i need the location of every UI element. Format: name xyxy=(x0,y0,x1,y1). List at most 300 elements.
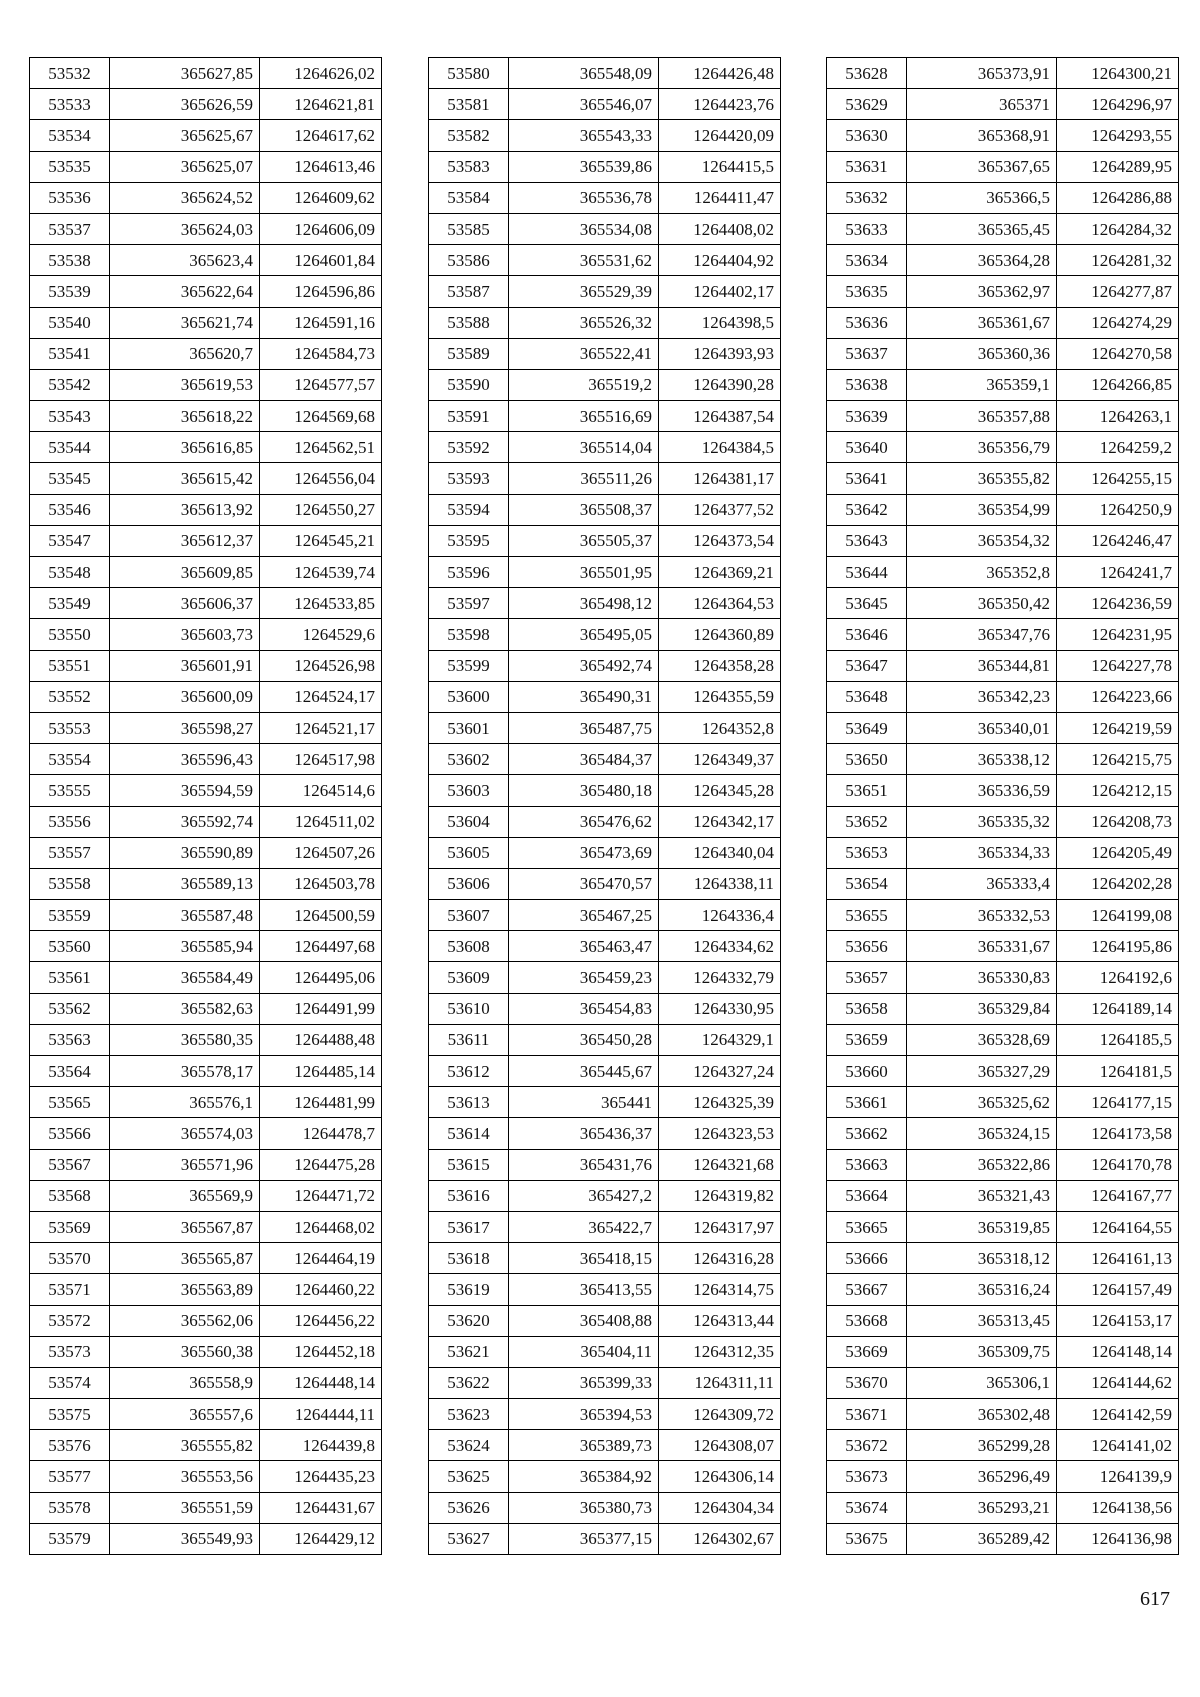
y-coordinate-cell: 1264236,59 xyxy=(1057,588,1179,619)
table-row xyxy=(30,1274,382,1305)
x-coordinate-cell: 365365,45 xyxy=(907,213,1057,244)
point-number-cell: 53631 xyxy=(827,151,907,182)
point-number-cell: 53610 xyxy=(429,993,509,1024)
table-row xyxy=(827,900,1179,931)
y-coordinate-cell: 1264404,92 xyxy=(659,245,781,276)
y-coordinate-cell: 1264323,53 xyxy=(659,1118,781,1149)
point-number-cell: 53599 xyxy=(429,650,509,681)
x-coordinate-cell: 365601,91 xyxy=(110,650,260,681)
x-coordinate-cell: 365306,1 xyxy=(907,1367,1057,1398)
table-row xyxy=(429,151,781,182)
x-coordinate-cell: 365569,9 xyxy=(110,1180,260,1211)
point-number-cell: 53534 xyxy=(30,120,110,151)
y-coordinate-cell: 1264219,59 xyxy=(1057,712,1179,743)
x-coordinate-cell: 365340,01 xyxy=(907,712,1057,743)
x-coordinate-cell: 365373,91 xyxy=(907,58,1057,89)
table-row xyxy=(30,557,382,588)
table-row xyxy=(30,900,382,931)
table-row xyxy=(30,1367,382,1398)
x-coordinate-cell: 365362,97 xyxy=(907,276,1057,307)
y-coordinate-cell: 1264325,39 xyxy=(659,1087,781,1118)
x-coordinate-cell: 365612,37 xyxy=(110,525,260,556)
x-coordinate-cell: 365549,93 xyxy=(110,1523,260,1554)
point-number-cell: 53648 xyxy=(827,681,907,712)
y-coordinate-cell: 1264464,19 xyxy=(260,1243,382,1274)
x-coordinate-cell: 365516,69 xyxy=(509,401,659,432)
y-coordinate-cell: 1264170,78 xyxy=(1057,1149,1179,1180)
table-row xyxy=(30,868,382,899)
point-number-cell: 53542 xyxy=(30,369,110,400)
y-coordinate-cell: 1264293,55 xyxy=(1057,120,1179,151)
table-row xyxy=(827,182,1179,213)
x-coordinate-cell: 365492,74 xyxy=(509,650,659,681)
y-coordinate-cell: 1264524,17 xyxy=(260,681,382,712)
table-row xyxy=(429,619,781,650)
point-number-cell: 53539 xyxy=(30,276,110,307)
x-coordinate-cell: 365560,38 xyxy=(110,1336,260,1367)
y-coordinate-cell: 1264246,47 xyxy=(1057,525,1179,556)
y-coordinate-cell: 1264255,15 xyxy=(1057,463,1179,494)
x-coordinate-cell: 365522,41 xyxy=(509,338,659,369)
table-row xyxy=(827,1492,1179,1523)
point-number-cell: 53568 xyxy=(30,1180,110,1211)
x-coordinate-cell: 365431,76 xyxy=(509,1149,659,1180)
coordinate-table-body xyxy=(30,58,382,1555)
point-number-cell: 53600 xyxy=(429,681,509,712)
x-coordinate-cell: 365332,53 xyxy=(907,900,1057,931)
page-number: 617 xyxy=(1140,1588,1170,1610)
y-coordinate-cell: 1264539,74 xyxy=(260,557,382,588)
table-row xyxy=(30,1430,382,1461)
coordinate-table-body xyxy=(429,58,781,1555)
point-number-cell: 53580 xyxy=(429,58,509,89)
x-coordinate-cell: 365546,07 xyxy=(509,89,659,120)
x-coordinate-cell: 365594,59 xyxy=(110,775,260,806)
point-number-cell: 53532 xyxy=(30,58,110,89)
table-row xyxy=(30,1399,382,1430)
point-number-cell: 53561 xyxy=(30,962,110,993)
table-row xyxy=(827,837,1179,868)
point-number-cell: 53582 xyxy=(429,120,509,151)
point-number-cell: 53570 xyxy=(30,1243,110,1274)
table-row xyxy=(429,89,781,120)
point-number-cell: 53630 xyxy=(827,120,907,151)
table-row xyxy=(429,1523,781,1554)
x-coordinate-cell: 365296,49 xyxy=(907,1461,1057,1492)
x-coordinate-cell: 365567,87 xyxy=(110,1211,260,1242)
table-row xyxy=(429,1180,781,1211)
point-number-cell: 53635 xyxy=(827,276,907,307)
x-coordinate-cell: 365436,37 xyxy=(509,1118,659,1149)
coordinate-table-body xyxy=(827,58,1179,1555)
x-coordinate-cell: 365616,85 xyxy=(110,432,260,463)
x-coordinate-cell: 365330,83 xyxy=(907,962,1057,993)
table-row xyxy=(30,245,382,276)
y-coordinate-cell: 1264195,86 xyxy=(1057,931,1179,962)
point-number-cell: 53614 xyxy=(429,1118,509,1149)
x-coordinate-cell: 365318,12 xyxy=(907,1243,1057,1274)
y-coordinate-cell: 1264274,29 xyxy=(1057,307,1179,338)
x-coordinate-cell: 365422,7 xyxy=(509,1211,659,1242)
point-number-cell: 53579 xyxy=(30,1523,110,1554)
table-row xyxy=(429,993,781,1024)
point-number-cell: 53669 xyxy=(827,1336,907,1367)
x-coordinate-cell: 365501,95 xyxy=(509,557,659,588)
point-number-cell: 53574 xyxy=(30,1367,110,1398)
y-coordinate-cell: 1264448,14 xyxy=(260,1367,382,1398)
table-row xyxy=(429,1461,781,1492)
y-coordinate-cell: 1264312,35 xyxy=(659,1336,781,1367)
x-coordinate-cell: 365364,28 xyxy=(907,245,1057,276)
x-coordinate-cell: 365622,64 xyxy=(110,276,260,307)
y-coordinate-cell: 1264497,68 xyxy=(260,931,382,962)
x-coordinate-cell: 365368,91 xyxy=(907,120,1057,151)
x-coordinate-cell: 365589,13 xyxy=(110,868,260,899)
table-row xyxy=(30,58,382,89)
x-coordinate-cell: 365582,63 xyxy=(110,993,260,1024)
y-coordinate-cell: 1264364,53 xyxy=(659,588,781,619)
point-number-cell: 53533 xyxy=(30,89,110,120)
table-row xyxy=(429,1336,781,1367)
x-coordinate-cell: 365514,04 xyxy=(509,432,659,463)
point-number-cell: 53567 xyxy=(30,1149,110,1180)
point-number-cell: 53552 xyxy=(30,681,110,712)
table-row xyxy=(30,650,382,681)
table-row xyxy=(827,744,1179,775)
x-coordinate-cell: 365325,62 xyxy=(907,1087,1057,1118)
table-row xyxy=(827,1211,1179,1242)
x-coordinate-cell: 365511,26 xyxy=(509,463,659,494)
table-row xyxy=(30,1336,382,1367)
table-row xyxy=(429,463,781,494)
table-row xyxy=(30,806,382,837)
x-coordinate-cell: 365336,59 xyxy=(907,775,1057,806)
table-row xyxy=(827,307,1179,338)
y-coordinate-cell: 1264338,11 xyxy=(659,868,781,899)
y-coordinate-cell: 1264202,28 xyxy=(1057,868,1179,899)
y-coordinate-cell: 1264212,15 xyxy=(1057,775,1179,806)
x-coordinate-cell: 365505,37 xyxy=(509,525,659,556)
x-coordinate-cell: 365334,33 xyxy=(907,837,1057,868)
table-row xyxy=(30,494,382,525)
y-coordinate-cell: 1264596,86 xyxy=(260,276,382,307)
y-coordinate-cell: 1264321,68 xyxy=(659,1149,781,1180)
table-row xyxy=(30,1492,382,1523)
table-row xyxy=(30,151,382,182)
table-row xyxy=(429,432,781,463)
point-number-cell: 53615 xyxy=(429,1149,509,1180)
point-number-cell: 53608 xyxy=(429,931,509,962)
x-coordinate-cell: 365371 xyxy=(907,89,1057,120)
x-coordinate-cell: 365404,11 xyxy=(509,1336,659,1367)
x-coordinate-cell: 365380,73 xyxy=(509,1492,659,1523)
y-coordinate-cell: 1264136,98 xyxy=(1057,1523,1179,1554)
table-row xyxy=(827,525,1179,556)
y-coordinate-cell: 1264148,14 xyxy=(1057,1336,1179,1367)
table-row xyxy=(429,213,781,244)
point-number-cell: 53562 xyxy=(30,993,110,1024)
point-number-cell: 53588 xyxy=(429,307,509,338)
y-coordinate-cell: 1264569,68 xyxy=(260,401,382,432)
y-coordinate-cell: 1264227,78 xyxy=(1057,650,1179,681)
table-row xyxy=(429,744,781,775)
y-coordinate-cell: 1264141,02 xyxy=(1057,1430,1179,1461)
x-coordinate-cell: 365578,17 xyxy=(110,1056,260,1087)
table-row xyxy=(30,744,382,775)
point-number-cell: 53547 xyxy=(30,525,110,556)
point-number-cell: 53548 xyxy=(30,557,110,588)
point-number-cell: 53671 xyxy=(827,1399,907,1430)
point-number-cell: 53555 xyxy=(30,775,110,806)
table-row xyxy=(827,120,1179,151)
point-number-cell: 53587 xyxy=(429,276,509,307)
x-coordinate-cell: 365459,23 xyxy=(509,962,659,993)
table-row xyxy=(30,712,382,743)
y-coordinate-cell: 1264161,13 xyxy=(1057,1243,1179,1274)
y-coordinate-cell: 1264384,5 xyxy=(659,432,781,463)
point-number-cell: 53667 xyxy=(827,1274,907,1305)
table-row xyxy=(30,1523,382,1554)
y-coordinate-cell: 1264142,59 xyxy=(1057,1399,1179,1430)
point-number-cell: 53621 xyxy=(429,1336,509,1367)
point-number-cell: 53616 xyxy=(429,1180,509,1211)
x-coordinate-cell: 365293,21 xyxy=(907,1492,1057,1523)
x-coordinate-cell: 365618,22 xyxy=(110,401,260,432)
point-number-cell: 53571 xyxy=(30,1274,110,1305)
x-coordinate-cell: 365598,27 xyxy=(110,712,260,743)
table-row xyxy=(429,1149,781,1180)
x-coordinate-cell: 365555,82 xyxy=(110,1430,260,1461)
table-row xyxy=(30,962,382,993)
table-row xyxy=(827,681,1179,712)
table-row xyxy=(827,401,1179,432)
point-number-cell: 53670 xyxy=(827,1367,907,1398)
y-coordinate-cell: 1264521,17 xyxy=(260,712,382,743)
point-number-cell: 53644 xyxy=(827,557,907,588)
x-coordinate-cell: 365408,88 xyxy=(509,1305,659,1336)
point-number-cell: 53617 xyxy=(429,1211,509,1242)
point-number-cell: 53535 xyxy=(30,151,110,182)
y-coordinate-cell: 1264314,75 xyxy=(659,1274,781,1305)
table-row xyxy=(30,401,382,432)
y-coordinate-cell: 1264485,14 xyxy=(260,1056,382,1087)
point-number-cell: 53584 xyxy=(429,182,509,213)
y-coordinate-cell: 1264153,17 xyxy=(1057,1305,1179,1336)
x-coordinate-cell: 365473,69 xyxy=(509,837,659,868)
table-row xyxy=(827,432,1179,463)
x-coordinate-cell: 365620,7 xyxy=(110,338,260,369)
table-row xyxy=(30,837,382,868)
point-number-cell: 53546 xyxy=(30,494,110,525)
table-row xyxy=(429,557,781,588)
x-coordinate-cell: 365350,42 xyxy=(907,588,1057,619)
point-number-cell: 53597 xyxy=(429,588,509,619)
point-number-cell: 53569 xyxy=(30,1211,110,1242)
y-coordinate-cell: 1264336,4 xyxy=(659,900,781,931)
x-coordinate-cell: 365623,4 xyxy=(110,245,260,276)
x-coordinate-cell: 365531,62 xyxy=(509,245,659,276)
coordinate-table-2 xyxy=(428,57,781,1555)
table-row xyxy=(30,463,382,494)
x-coordinate-cell: 365508,37 xyxy=(509,494,659,525)
point-number-cell: 53638 xyxy=(827,369,907,400)
table-row xyxy=(429,681,781,712)
x-coordinate-cell: 365289,42 xyxy=(907,1523,1057,1554)
point-number-cell: 53666 xyxy=(827,1243,907,1274)
x-coordinate-cell: 365625,07 xyxy=(110,151,260,182)
x-coordinate-cell: 365313,45 xyxy=(907,1305,1057,1336)
point-number-cell: 53675 xyxy=(827,1523,907,1554)
table-row xyxy=(827,775,1179,806)
table-row xyxy=(429,1087,781,1118)
y-coordinate-cell: 1264398,5 xyxy=(659,307,781,338)
x-coordinate-cell: 365625,67 xyxy=(110,120,260,151)
table-row xyxy=(30,1461,382,1492)
point-number-cell: 53611 xyxy=(429,1024,509,1055)
table-row xyxy=(30,276,382,307)
y-coordinate-cell: 1264332,79 xyxy=(659,962,781,993)
point-number-cell: 53634 xyxy=(827,245,907,276)
table-row xyxy=(429,369,781,400)
point-number-cell: 53598 xyxy=(429,619,509,650)
table-row xyxy=(429,307,781,338)
x-coordinate-cell: 365441 xyxy=(509,1087,659,1118)
table-row xyxy=(827,1430,1179,1461)
point-number-cell: 53623 xyxy=(429,1399,509,1430)
table-row xyxy=(30,1180,382,1211)
x-coordinate-cell: 365539,86 xyxy=(509,151,659,182)
table-row xyxy=(30,1211,382,1242)
x-coordinate-cell: 365626,59 xyxy=(110,89,260,120)
y-coordinate-cell: 1264481,99 xyxy=(260,1087,382,1118)
y-coordinate-cell: 1264545,21 xyxy=(260,525,382,556)
point-number-cell: 53556 xyxy=(30,806,110,837)
x-coordinate-cell: 365342,23 xyxy=(907,681,1057,712)
point-number-cell: 53642 xyxy=(827,494,907,525)
y-coordinate-cell: 1264500,59 xyxy=(260,900,382,931)
x-coordinate-cell: 365355,82 xyxy=(907,463,1057,494)
table-row xyxy=(429,245,781,276)
table-row xyxy=(827,806,1179,837)
y-coordinate-cell: 1264296,97 xyxy=(1057,89,1179,120)
x-coordinate-cell: 365587,48 xyxy=(110,900,260,931)
y-coordinate-cell: 1264231,95 xyxy=(1057,619,1179,650)
y-coordinate-cell: 1264475,28 xyxy=(260,1149,382,1180)
point-number-cell: 53549 xyxy=(30,588,110,619)
table-row xyxy=(30,525,382,556)
y-coordinate-cell: 1264317,97 xyxy=(659,1211,781,1242)
point-number-cell: 53543 xyxy=(30,401,110,432)
x-coordinate-cell: 365600,09 xyxy=(110,681,260,712)
x-coordinate-cell: 365354,32 xyxy=(907,525,1057,556)
y-coordinate-cell: 1264308,07 xyxy=(659,1430,781,1461)
point-number-cell: 53637 xyxy=(827,338,907,369)
table-row xyxy=(827,1336,1179,1367)
x-coordinate-cell: 365361,67 xyxy=(907,307,1057,338)
x-coordinate-cell: 365476,62 xyxy=(509,806,659,837)
x-coordinate-cell: 365592,74 xyxy=(110,806,260,837)
table-row xyxy=(827,1274,1179,1305)
y-coordinate-cell: 1264420,09 xyxy=(659,120,781,151)
point-number-cell: 53663 xyxy=(827,1149,907,1180)
y-coordinate-cell: 1264138,56 xyxy=(1057,1492,1179,1523)
x-coordinate-cell: 365470,57 xyxy=(509,868,659,899)
table-row xyxy=(429,588,781,619)
y-coordinate-cell: 1264177,15 xyxy=(1057,1087,1179,1118)
point-number-cell: 53544 xyxy=(30,432,110,463)
y-coordinate-cell: 1264423,76 xyxy=(659,89,781,120)
table-row xyxy=(429,1211,781,1242)
table-row xyxy=(827,650,1179,681)
y-coordinate-cell: 1264205,49 xyxy=(1057,837,1179,868)
y-coordinate-cell: 1264613,46 xyxy=(260,151,382,182)
x-coordinate-cell: 365352,8 xyxy=(907,557,1057,588)
x-coordinate-cell: 365613,92 xyxy=(110,494,260,525)
table-row xyxy=(827,619,1179,650)
point-number-cell: 53537 xyxy=(30,213,110,244)
x-coordinate-cell: 365536,78 xyxy=(509,182,659,213)
table-row xyxy=(827,1305,1179,1336)
point-number-cell: 53613 xyxy=(429,1087,509,1118)
y-coordinate-cell: 1264284,32 xyxy=(1057,213,1179,244)
y-coordinate-cell: 1264584,73 xyxy=(260,338,382,369)
table-row xyxy=(827,1118,1179,1149)
y-coordinate-cell: 1264514,6 xyxy=(260,775,382,806)
table-row xyxy=(429,1367,781,1398)
point-number-cell: 53605 xyxy=(429,837,509,868)
y-coordinate-cell: 1264488,48 xyxy=(260,1024,382,1055)
x-coordinate-cell: 365562,06 xyxy=(110,1305,260,1336)
table-row xyxy=(30,120,382,151)
point-number-cell: 53586 xyxy=(429,245,509,276)
point-number-cell: 53559 xyxy=(30,900,110,931)
y-coordinate-cell: 1264289,95 xyxy=(1057,151,1179,182)
point-number-cell: 53592 xyxy=(429,432,509,463)
point-number-cell: 53604 xyxy=(429,806,509,837)
x-coordinate-cell: 365394,53 xyxy=(509,1399,659,1430)
point-number-cell: 53639 xyxy=(827,401,907,432)
point-number-cell: 53653 xyxy=(827,837,907,868)
point-number-cell: 53553 xyxy=(30,712,110,743)
point-number-cell: 53591 xyxy=(429,401,509,432)
y-coordinate-cell: 1264192,6 xyxy=(1057,962,1179,993)
point-number-cell: 53550 xyxy=(30,619,110,650)
y-coordinate-cell: 1264266,85 xyxy=(1057,369,1179,400)
point-number-cell: 53554 xyxy=(30,744,110,775)
x-coordinate-cell: 365389,73 xyxy=(509,1430,659,1461)
y-coordinate-cell: 1264507,26 xyxy=(260,837,382,868)
y-coordinate-cell: 1264562,51 xyxy=(260,432,382,463)
table-row xyxy=(429,182,781,213)
y-coordinate-cell: 1264309,72 xyxy=(659,1399,781,1430)
point-number-cell: 53647 xyxy=(827,650,907,681)
y-coordinate-cell: 1264478,7 xyxy=(260,1118,382,1149)
y-coordinate-cell: 1264468,02 xyxy=(260,1211,382,1242)
x-coordinate-cell: 365328,69 xyxy=(907,1024,1057,1055)
y-coordinate-cell: 1264460,22 xyxy=(260,1274,382,1305)
table-row xyxy=(429,775,781,806)
x-coordinate-cell: 365487,75 xyxy=(509,712,659,743)
table-row xyxy=(827,1149,1179,1180)
table-row xyxy=(827,58,1179,89)
table-row xyxy=(827,1180,1179,1211)
x-coordinate-cell: 365367,65 xyxy=(907,151,1057,182)
point-number-cell: 53551 xyxy=(30,650,110,681)
x-coordinate-cell: 365335,32 xyxy=(907,806,1057,837)
table-row xyxy=(30,89,382,120)
y-coordinate-cell: 1264402,17 xyxy=(659,276,781,307)
x-coordinate-cell: 365463,47 xyxy=(509,931,659,962)
